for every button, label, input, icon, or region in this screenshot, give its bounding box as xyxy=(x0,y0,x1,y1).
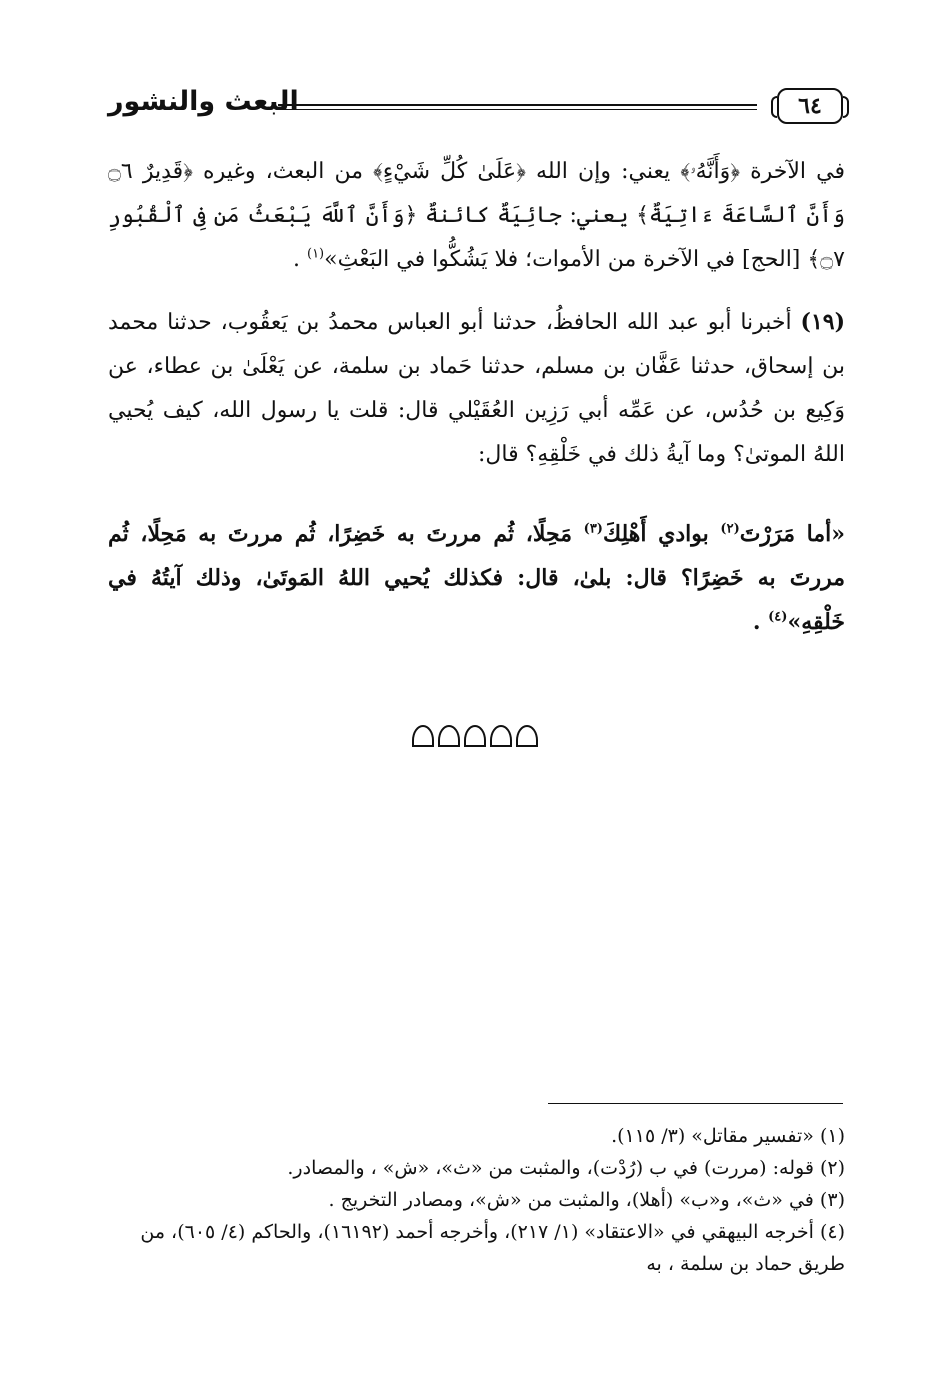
footnotes xyxy=(108,1120,845,1280)
paragraph-3 xyxy=(108,512,845,644)
footnote-1: (١) «تفسير مقاتل» (٣/ ١١٥). xyxy=(611,1125,845,1147)
ornament-icon xyxy=(490,725,512,747)
header-rule xyxy=(278,104,757,110)
footnote-ref-4: (٤) xyxy=(768,609,788,625)
footnote-4: (٤) أخرجه البيهقي في «الاعتقاد» (١/ ٢١٧)، وأخرجه أحمد (١٦١٩٢)، والحاكم (٤/ ٦٠٥)، من طريق حماد بن سلمة ، به xyxy=(140,1221,845,1275)
page-number: ٦٤ xyxy=(777,88,843,124)
ornament-icon xyxy=(438,725,460,747)
hadith-text-end: . xyxy=(752,609,769,635)
footnote-separator xyxy=(548,1103,843,1104)
footnote-2: (٢) قوله: (مررت) في ب (رُدْت)، والمثبت من «ث»، «ش» ، والمصادر. xyxy=(287,1157,845,1179)
ornament-row xyxy=(0,720,949,755)
page-header xyxy=(108,82,843,130)
paragraph-1-text: في الآخرة ﴿وَأَنَّهُۥ﴾ يعني: وإن الله ﴿عَلَىٰ كُلِّ شَيْءٍ﴾ من البعث، وغيره ﴿قَدِيرٌ ۝٦ وَأَنَّ ٱلسَّاعَةَ ءَاتِيَةٌ﴾ يعني: جائِيَةٌ كائنةٌ ﴿وَأَنَّ ٱللَّهَ يَبْعَثُ مَن فِى ٱلْقُبُورِ ۝٧﴾ [الحج] في الآخرة من الأموات؛ فلا يَشُكُّوا في البَعْثِ» xyxy=(108,159,845,272)
hadith-text-a: «أما مَرَرْتَ xyxy=(739,521,845,547)
book-title: البعث والنشور xyxy=(108,86,299,117)
paragraph-2 xyxy=(108,300,845,477)
footnote-ref-3: (٣) xyxy=(583,521,603,537)
paragraph-1 xyxy=(108,150,845,282)
ornament-icon xyxy=(516,725,538,747)
footnote-ref-2: (٢) xyxy=(720,521,740,537)
paragraph-2-text: أخبرنا أبو عبد الله الحافظُ، حدثنا أبو العباس محمدُ بن يَعقُوب، حدثنا محمد بن إسحاق، حدثنا عَفَّان بن مسلم، حدثنا حَماد بن سلمة، عن يَعْلَىٰ بن عطاء، عن وَكِيع بن حُدُس، عن عَمِّه أبي رَزِين العُقَيْلي قال: قلت يا رسول الله، كيف يُحيي اللهُ الموتىٰ؟ وما آيةُ ذلك في خَلْقِهِ؟ قال: xyxy=(108,310,845,467)
ornament-icon xyxy=(412,725,434,747)
ornament-icon xyxy=(464,725,486,747)
hadith-text-c: مَحِلًا، ثُم مررتَ به خَضِرًا، ثُم مررتَ به مَحِلًا، ثُم مررتَ به خَضِرًا؟ قال: بلىٰ، قال: فكذلك يُحيي اللهُ المَوتَىٰ، وذلك آيتُهُ في خَلْقِهِ» xyxy=(108,521,845,635)
footnote-ref-1: (١) xyxy=(306,246,325,262)
footnote-3: (٣) في «ث»، و«ب» (أهلا)، والمثبت من «ش»، ومصادر التخريج . xyxy=(328,1189,845,1211)
hadith-number: (١٩) xyxy=(800,309,845,335)
paragraph-1-tail: . xyxy=(292,247,307,272)
hadith-text-b: بوادي أَهْلِكَ xyxy=(602,521,721,547)
